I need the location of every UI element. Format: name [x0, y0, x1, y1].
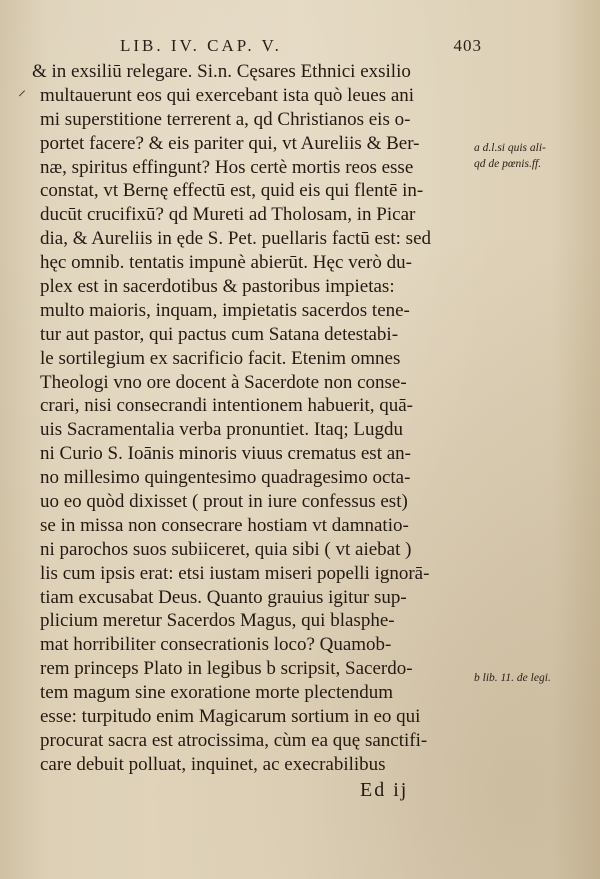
text-line: crari, nisi consecrandi intentionem habuerit, quā- — [40, 395, 414, 417]
marginal-note-b: b lib. 11. de legi. — [474, 672, 551, 684]
text-line: Theologi vno ore docent à Sacerdote non conse- — [40, 371, 407, 393]
text-line: ni Curio S. Ioānis minoris viuus crematus est an- — [40, 443, 411, 465]
marginal-note-a-line2: qd de pœnis.ff. — [474, 158, 542, 170]
text-line: uis Sacramentalia verba pronuntiet. Itaq; Lugdu — [40, 419, 403, 441]
running-head — [120, 36, 480, 56]
text-line: rem princeps Plato in legibus b scripsit, Sacerdo- — [40, 658, 413, 680]
text-line: se in missa non consecrare hostiam vt damnatio- — [40, 514, 409, 536]
text-line: mat horribiliter consecrationis loco? Quamob- — [40, 634, 392, 656]
text-line: hęc omnib. tentatis impunè abierūt. Hęc verò du- — [40, 252, 412, 274]
text-line: tem magum sine exoratione morte plectendum — [40, 682, 393, 704]
text-line: lis cum ipsis erat: etsi iustam miseri popelli ignorā- — [40, 562, 430, 584]
text-line: le sortilegium ex sacrificio facit. Etenim omnes — [40, 347, 401, 369]
text-line: næ, spiritus effingunt? Hos certè mortis reos esse — [40, 156, 414, 178]
text-line: mi superstitione terrerent a, qd Christianos eis o- — [40, 108, 411, 130]
marginal-note-a-line1: a d.l.si quis ali- — [474, 142, 546, 154]
text-line: uo eo quòd dixisset ( prout in iure confessus est) — [40, 491, 408, 513]
text-line: multauerunt eos qui exercebant ista quò leues ani — [40, 84, 415, 106]
text-line: tiam excusabat Deus. Quanto grauius igitur sup- — [40, 586, 407, 608]
text-line: plex est in sacerdotibus & pastoribus impietas: — [40, 276, 395, 298]
text-line: care debuit polluat, inquinet, ac execrabilibus — [40, 753, 386, 775]
running-head-title: LIB. IV. CAP. V. — [120, 36, 282, 55]
text-line: ducūt crucifixū? qd Mureti ad Tholosam, in Picar — [40, 204, 416, 226]
text-line: no millesimo quingentesimo quadragesimo octa- — [40, 467, 411, 489]
text-line: esse: turpitudo enim Magicarum sortium in eo qui — [40, 706, 421, 728]
margin-mark-icon: ⸝ — [18, 82, 27, 99]
text-line: portet facere? & eis pariter qui, vt Aureliis & Ber- — [40, 132, 420, 154]
text-line: procurat sacra est atrocissima, cùm ea quę sanctifi- — [40, 729, 428, 751]
text-line: tur aut pastor, qui pactus cum Satana detestabi- — [40, 323, 399, 345]
text-line: dia, & Aureliis in ęde S. Pet. puellaris factū est: sed — [40, 228, 432, 250]
text-line: multo maioris, inquam, impietatis sacerdos tene- — [40, 299, 410, 321]
text-line: constat, vt Bernę effectū est, quid eis qui flentē in- — [40, 180, 424, 202]
body-text — [32, 60, 468, 777]
text-line: & in exsiliū relegare. Si.n. Cęsares Ethnici exsilio — [32, 61, 411, 82]
page-number: 403 — [453, 36, 482, 55]
text-line: ni parochos suos subiiceret, quia sibi ( vt aiebat ) — [40, 538, 412, 560]
signature-mark: Ed ij — [360, 779, 409, 801]
text-line: plicium meretur Sacerdos Magus, qui blasphe- — [40, 610, 395, 632]
